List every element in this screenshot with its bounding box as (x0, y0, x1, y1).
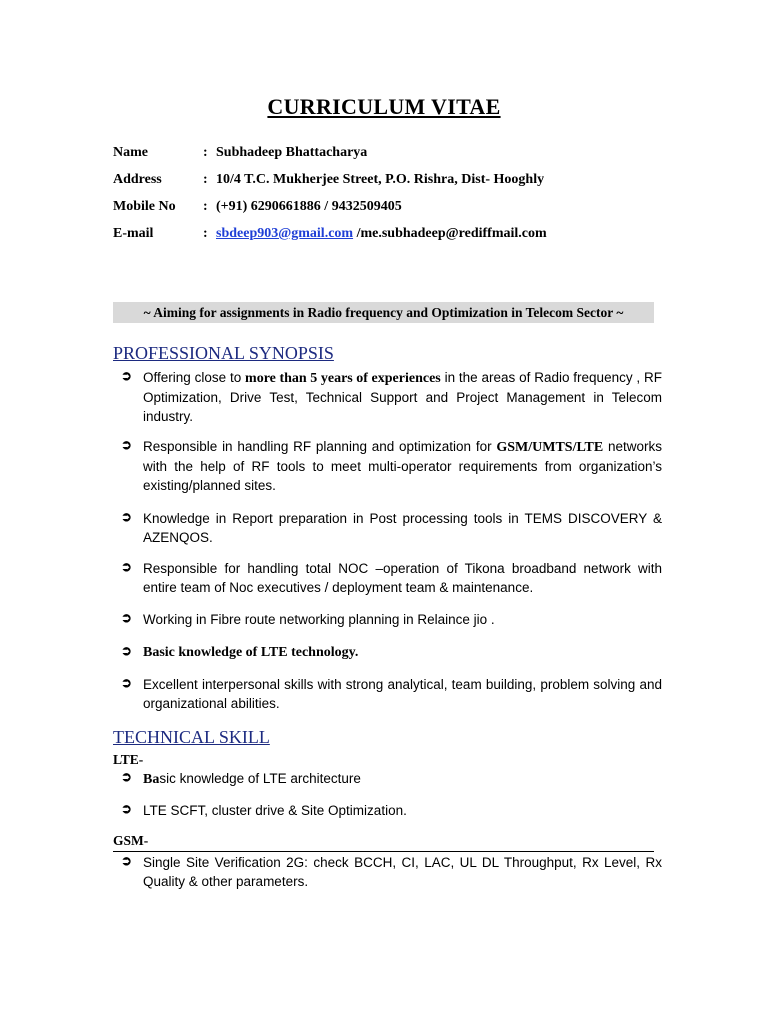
address-label: Address (113, 172, 162, 187)
page-title: CURRICULUM VITAE (267, 94, 501, 119)
name-value: Subhadeep Bhattacharya (216, 145, 368, 160)
bullet-text: Knowledge in Report preparation in Post processing tools in TEMS DISCOVERY & AZENQOS. (143, 511, 662, 545)
bullet-text: Offering close to more than 5 years of experiences in the areas of Radio frequency , RF Optimization, Drive Test, Technical Support and Project Management in Telecom industry. (143, 370, 662, 424)
bullet-text: LTE SCFT, cluster drive & Site Optimization. (143, 803, 407, 818)
email-link[interactable]: sbdeep903@gmail.com (216, 226, 354, 241)
address-row (113, 171, 544, 189)
objective-banner: ~ Aiming for assignments in Radio frequency and Optimization in Telecom Sector ~ (113, 302, 654, 323)
arrow-right-icon: ➲ (121, 559, 132, 574)
bullet-text: Working in Fibre route networking planning in Relaince jio . (143, 612, 495, 627)
email-secondary: /me.subhadeep@rediffmail.com (353, 226, 547, 241)
colon: : (203, 199, 208, 214)
email-row (113, 225, 547, 243)
arrow-right-icon: ➲ (121, 643, 132, 658)
name-label: Name (113, 145, 148, 160)
address-value: 10/4 T.C. Mukherjee Street, P.O. Rishra, Dist- Hooghly (216, 172, 545, 187)
arrow-right-icon: ➲ (121, 437, 132, 452)
email-label: E-mail (113, 226, 154, 241)
colon: : (203, 172, 208, 187)
subsection-label-lte: LTE- (113, 752, 144, 767)
bullet-text: Responsible in handling RF planning and optimization for GSM/UMTS/LTE networks with the help of RF tools to meet multi-operator requirements from organization’s existing/planned sites. (143, 439, 662, 493)
colon: : (203, 145, 208, 160)
bullet-text: Excellent interpersonal skills with strong analytical, team building, problem solving and organizational abilities. (143, 677, 662, 711)
subsection-label-gsm: GSM- (113, 833, 149, 848)
arrow-right-icon: ➲ (121, 801, 132, 816)
arrow-right-icon: ➲ (121, 610, 132, 625)
arrow-right-icon: ➲ (121, 853, 132, 868)
arrow-right-icon: ➲ (121, 368, 132, 383)
colon: : (203, 226, 208, 241)
name-row (113, 144, 367, 162)
mobile-label: Mobile No (113, 199, 176, 214)
mobile-value: (+91) 6290661886 / 9432509405 (216, 199, 402, 214)
arrow-right-icon: ➲ (121, 675, 132, 690)
bullet-text: Single Site Verification 2G: check BCCH, CI, LAC, UL DL Throughput, Rx Level, Rx Quality & other parameters. (143, 855, 662, 889)
section-heading-synopsis: PROFESSIONAL SYNOPSIS (113, 343, 334, 363)
bullet-text: Responsible for handling total NOC –operation of Tikona broadband network with entire team of Noc executives / deployment team & maintenance. (143, 561, 662, 595)
mobile-row (113, 198, 402, 216)
arrow-right-icon: ➲ (121, 509, 132, 524)
divider (113, 851, 654, 852)
arrow-right-icon: ➲ (121, 769, 132, 784)
bullet-text: Basic knowledge of LTE architecture (143, 771, 361, 787)
bullet-text: Basic knowledge of LTE technology. (143, 645, 359, 660)
section-heading-technical: TECHNICAL SKILL (113, 727, 270, 747)
